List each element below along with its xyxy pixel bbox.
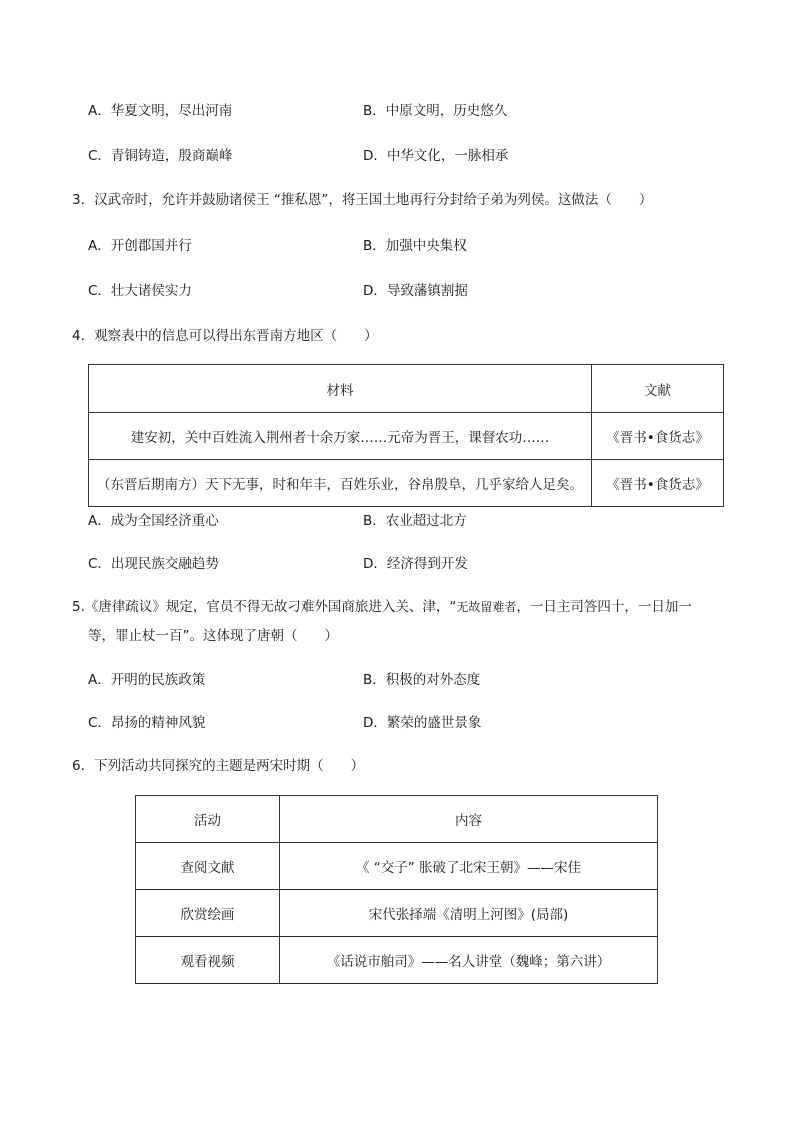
q6-row3-content: 《话说市舶司》——名人讲堂（魏峰；第六讲） [280, 937, 658, 984]
q5-option-c: C．昂扬的精神风貌 [88, 715, 206, 731]
table-row [136, 843, 658, 890]
q6-row2-activity: 欣赏绘画 [136, 890, 280, 937]
q2-option-b: B．中原文明，历史悠久 [363, 103, 508, 119]
table-row [136, 937, 658, 984]
q5-stem-quote: 无故留难者 [456, 600, 517, 614]
q4-option-c: C．出现民族交融趋势 [88, 556, 219, 572]
q2-option-d: D．中华文化，一脉相承 [363, 148, 509, 164]
q6-table [135, 795, 658, 984]
q6-row2-content: 宋代张择端《清明上河图》(局部) [280, 890, 658, 937]
q4-option-a: A．成为全国经济重心 [88, 513, 219, 529]
q5-stem-line1 [72, 597, 692, 617]
table-row [136, 890, 658, 937]
q6-table-header-row [136, 796, 658, 843]
q4-table [88, 364, 724, 507]
q4-header-source: 文献 [592, 365, 724, 413]
q5-option-b: B．积极的对外态度 [363, 672, 481, 688]
q5-stem-line2: 等，罪止杖一百”。这体现了唐朝（ ） [88, 628, 338, 644]
q6-row1-content: 《 “交子” 胀破了北宋王朝》——宋佳 [280, 843, 658, 890]
q5-stem-part2: ，一日主司答四十，一日加一 [516, 599, 692, 615]
q5-stem-part1: 5.《唐律疏议》规定，官员不得无故刁难外国商旅进入关、津，“ [72, 599, 457, 615]
q4-row2-source: 《晋书•食货志》 [592, 460, 724, 507]
q3-option-c: C．壮大诸侯实力 [88, 283, 192, 299]
q5-option-a: A．开明的民族政策 [88, 672, 206, 688]
table-row [89, 413, 724, 460]
q4-stem: 4．观察表中的信息可以得出东晋南方地区（ ） [72, 328, 378, 344]
q6-header-content: 内容 [280, 796, 658, 843]
table-row [89, 460, 724, 507]
q3-option-b: B．加强中央集权 [363, 238, 467, 254]
q6-row3-activity: 观看视频 [136, 937, 280, 984]
q4-option-d: D．经济得到开发 [363, 556, 468, 572]
q4-row1-source: 《晋书•食货志》 [592, 413, 724, 460]
q3-option-a: A．开创郡国并行 [88, 238, 192, 254]
q4-row1-material: 建安初，关中百姓流入荆州者十余万家……元帝为晋王，课督农功…… [89, 413, 592, 460]
q2-option-a: A．华夏文明，尽出河南 [88, 103, 233, 119]
q4-row2-material: （东晋后期南方）天下无事，时和年丰，百姓乐业，谷帛殷阜，几乎家给人足矣。 [89, 460, 592, 507]
q4-header-material: 材料 [89, 365, 592, 413]
q3-option-d: D．导致藩镇割据 [363, 283, 468, 299]
q2-option-c: C．青铜铸造，殷商巅峰 [88, 148, 233, 164]
q4-option-b: B．农业超过北方 [363, 513, 467, 529]
q3-stem: 3．汉武帝时，允许并鼓励诸侯王 “推私恩”，将王国土地再行分封给子弟为列侯。这做法（ ） [72, 192, 653, 208]
q6-header-activity: 活动 [136, 796, 280, 843]
q6-stem: 6．下列活动共同探究的主题是两宋时期（ ） [72, 758, 365, 774]
q4-table-header-row [89, 365, 724, 413]
q5-option-d: D．繁荣的盛世景象 [363, 715, 482, 731]
q6-row1-activity: 查阅文献 [136, 843, 280, 890]
